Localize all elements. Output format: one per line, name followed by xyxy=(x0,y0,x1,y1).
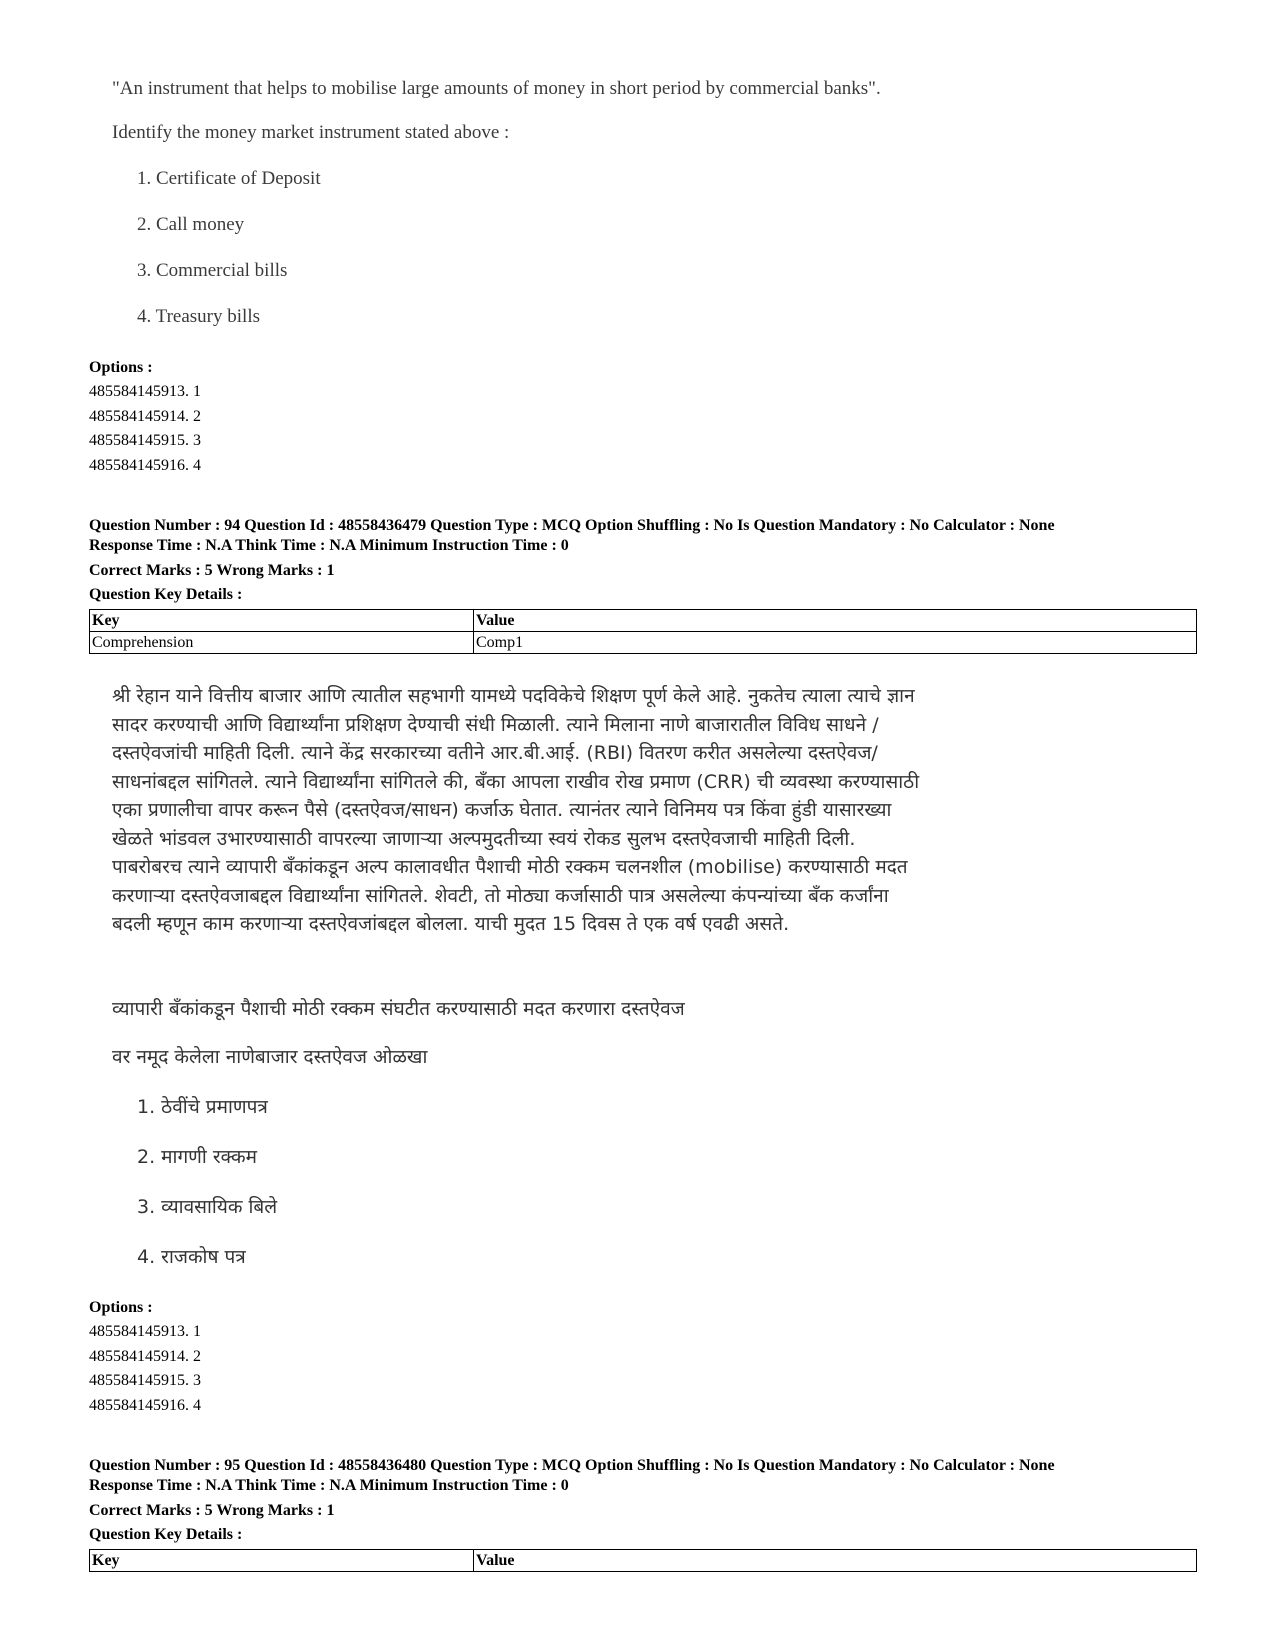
passage-line: दस्तऐवजांची माहिती दिली. त्याने केंद्र सरकारच्या वतीने आर.बी.आई. (RBI) वितरण करीत असलेल्या दस्तऐवज/ xyxy=(112,742,878,764)
q95-key-table xyxy=(89,1549,1197,1572)
q93-choice-2: 2. Call money xyxy=(137,214,245,235)
q94-choice-3: 3. व्यावसायिक बिले xyxy=(137,1196,278,1218)
passage-line: खेळते भांडवल उभारण्यासाठी वापरल्या जाणाऱ्या अल्पमुदतीच्या स्वयं रोकड सुलभ दस्तऐवजाची माहिती दिली. xyxy=(112,827,856,850)
q93-prompt: Identify the money market instrument stated above : xyxy=(112,122,510,143)
passage-line: श्री रेहान याने वित्तीय बाजार आणि त्यातील सहभागी यामध्ये पदविकेचे शिक्षण पूर्ण केले आहे. नुकतेच त्याला त्याचे ज्ञान xyxy=(112,685,915,707)
table-cell-value: Comp1 xyxy=(474,632,1197,654)
q94-passage xyxy=(112,682,1032,939)
q93-option-4: 485584145916. 4 xyxy=(89,456,201,474)
q93-option-2: 485584145914. 2 xyxy=(89,407,201,425)
q94-marks: Correct Marks : 5 Wrong Marks : 1 xyxy=(89,562,335,579)
q94-question: व्यापारी बँकांकडून पैशाची मोठी रक्कम संघटीत करण्यासाठी मदत करणारा दस्तऐवज xyxy=(112,998,685,1020)
q94-option-1: 485584145913. 1 xyxy=(89,1323,201,1340)
q93-choice-1: 1. Certificate of Deposit xyxy=(137,168,321,189)
q93-option-3: 485584145915. 3 xyxy=(89,432,201,449)
q94-option-3: 485584145915. 3 xyxy=(89,1372,201,1389)
q93-choice-4: 4. Treasury bills xyxy=(137,306,260,327)
q94-choice-2: 2. मागणी रक्कम xyxy=(137,1146,257,1168)
table-row xyxy=(90,1550,1197,1572)
q95-key-details-label: Question Key Details : xyxy=(89,1526,243,1543)
q93-options-label: Options : xyxy=(89,359,153,376)
passage-line: सादर करण्याची आणि विद्यार्थ्यांना प्रशिक्षण देण्याची संधी मिळाली. त्याने मिलाना नाणे बाजारातील विविध साधने / xyxy=(112,713,879,736)
table-cell-key: Comprehension xyxy=(90,632,474,654)
q95-meta-line1: Question Number : 95 Question Id : 48558436480 Question Type : MCQ Option Shuffling : No Is Question Mandatory : No Calculator : None xyxy=(89,1457,1055,1474)
q94-options-list xyxy=(89,1320,201,1418)
q94-meta-line2: Response Time : N.A Think Time : N.A Minimum Instruction Time : 0 xyxy=(89,537,569,554)
q93-options-list xyxy=(89,380,201,478)
q94-key-table xyxy=(89,609,1197,654)
table-header-key: Key xyxy=(90,1550,474,1572)
q94-choice-4: 4. राजकोष पत्र xyxy=(137,1246,246,1268)
table-row xyxy=(90,610,1197,632)
q94-choice-1: 1. ठेवींचे प्रमाणपत्र xyxy=(137,1096,268,1118)
passage-line: एका प्रणालीचा वापर करून पैसे (दस्तऐवज/साधन) कर्जाऊ घेतात. त्यानंतर त्याने विनिमय पत्र किंवा हुंडी यासारख्या xyxy=(112,799,892,821)
table-header-value: Value xyxy=(474,1550,1197,1572)
passage-line: बदली म्हणून काम करणाऱ्या दस्तऐवजांबद्दल बोलला. याची मुदत 15 दिवस ते एक वर्ष एवढी असते. xyxy=(112,913,790,935)
q94-options-label: Options : xyxy=(89,1299,153,1316)
q94-key-details-label: Question Key Details : xyxy=(89,586,243,603)
q94-meta-line1: Question Number : 94 Question Id : 48558436479 Question Type : MCQ Option Shuffling : No Is Question Mandatory : No Calculator : None xyxy=(89,517,1055,534)
q95-meta-line2: Response Time : N.A Think Time : N.A Minimum Instruction Time : 0 xyxy=(89,1477,569,1494)
q93-choice-3: 3. Commercial bills xyxy=(137,260,288,281)
table-header-value: Value xyxy=(474,610,1197,632)
table-header-key: Key xyxy=(90,610,474,632)
q93-quote: "An instrument that helps to mobilise large amounts of money in short period by commercial banks". xyxy=(112,78,881,99)
q95-marks: Correct Marks : 5 Wrong Marks : 1 xyxy=(89,1502,335,1519)
passage-line: पाबरोबरच त्याने व्यापारी बँकांकडून अल्प कालावधीत पैशाची मोठी रक्कम चलनशील (mobilise) करण्यासाठी मदत xyxy=(112,856,908,878)
q94-prompt: वर नमूद केलेला नाणेबाजार दस्तऐवज ओळखा xyxy=(112,1046,428,1068)
passage-line: साधनांबद्दल सांगितले. त्याने विद्यार्थ्यांना सांगितले की, बँका आपला राखीव रोख प्रमाण (CRR) ची व्यवस्था करण्यासाठी xyxy=(112,770,920,793)
table-row xyxy=(90,632,1197,654)
q94-option-4: 485584145916. 4 xyxy=(89,1396,201,1414)
q93-option-1: 485584145913. 1 xyxy=(89,383,201,400)
passage-line: करणाऱ्या दस्तऐवजाबद्दल विद्यार्थ्यांना सांगितले. शेवटी, तो मोठ्या कर्जासाठी पात्र असलेल्या कंपन्यांच्या बँक कर्जांना xyxy=(112,884,889,907)
q94-option-2: 485584145914. 2 xyxy=(89,1347,201,1365)
